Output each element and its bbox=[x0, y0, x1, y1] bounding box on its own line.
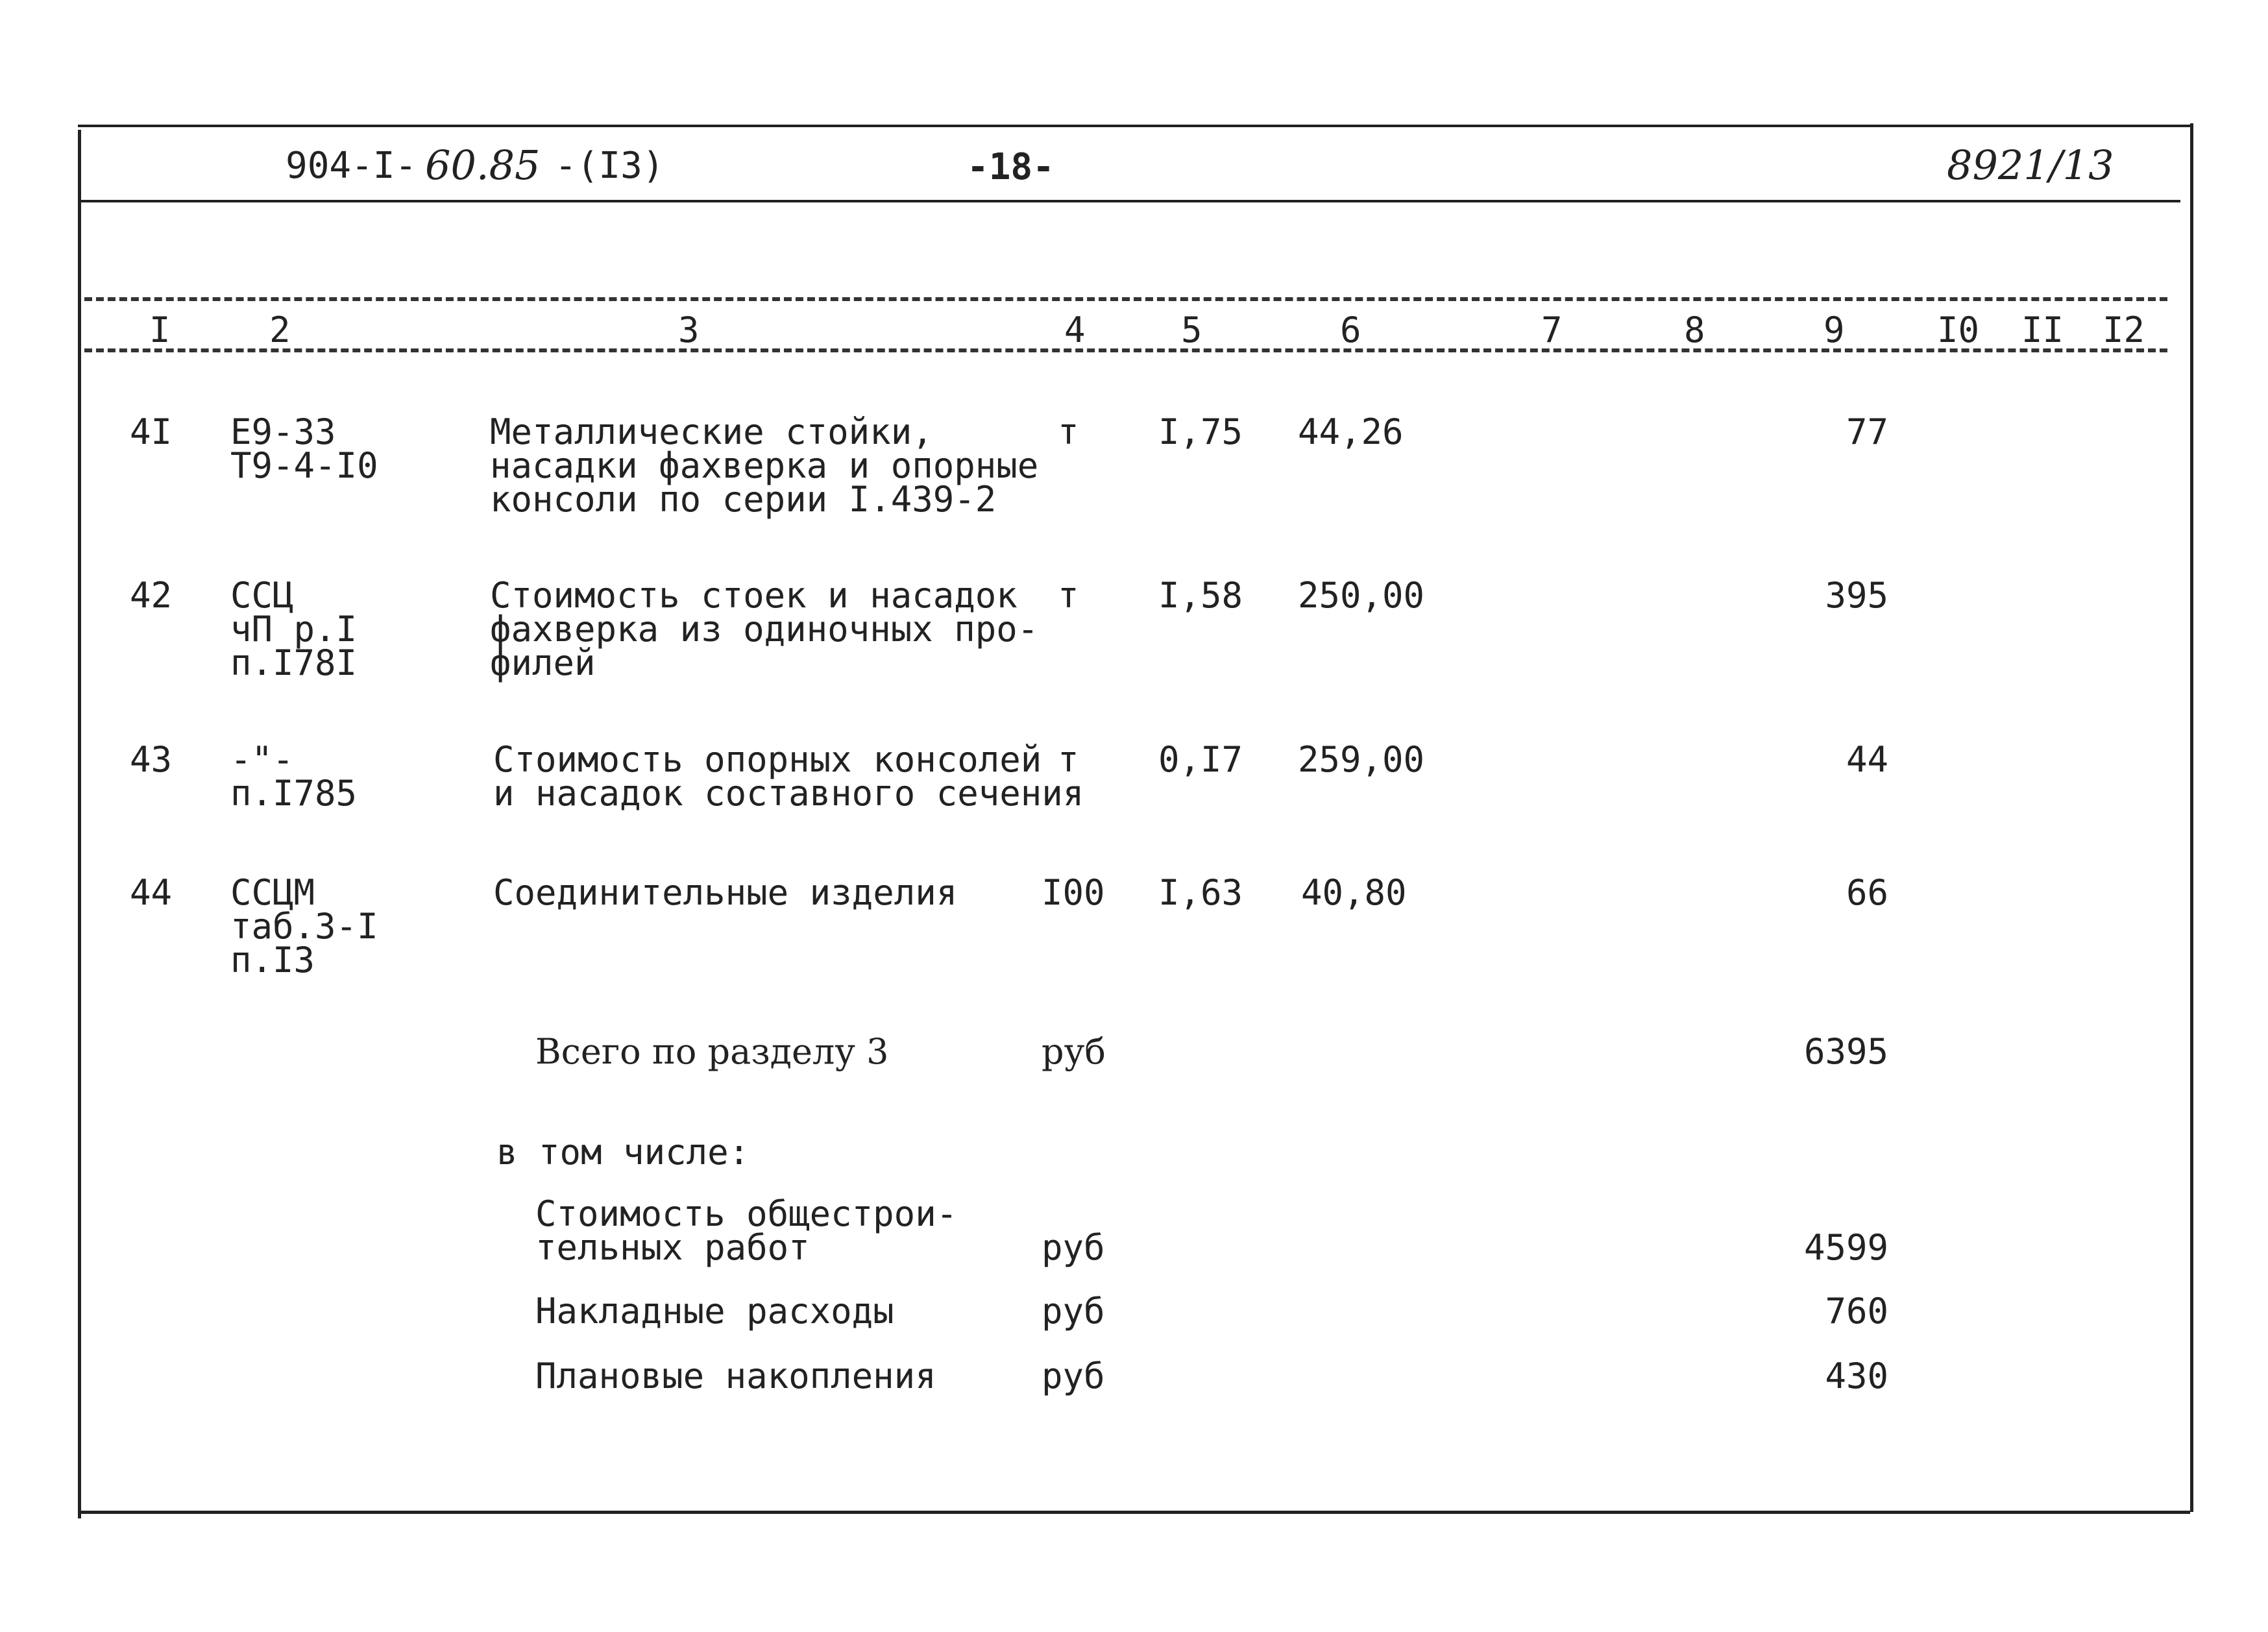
description-line: Стоимость опорных консолей bbox=[493, 739, 1042, 780]
column-number: I2 bbox=[2096, 313, 2151, 348]
page-number: -18- bbox=[967, 146, 1055, 188]
row-number: 42 bbox=[130, 575, 173, 616]
column-header-bottom-dash bbox=[84, 348, 2167, 352]
description-line: филей bbox=[490, 642, 596, 683]
description-line: Соединительные изделия bbox=[493, 872, 958, 913]
section-total-label: Всего по разделу 3 bbox=[535, 1031, 889, 1072]
description-line: и насадок составного сечения bbox=[493, 773, 1084, 814]
summary-item-value: 760 bbox=[1825, 1291, 1888, 1332]
quantity: I,58 bbox=[1158, 575, 1243, 616]
summary-item-unit: руб bbox=[1042, 1227, 1105, 1268]
including-label: в том числе: bbox=[496, 1132, 750, 1173]
quantity: I,63 bbox=[1158, 872, 1243, 913]
row-number: 44 bbox=[130, 872, 173, 913]
header-divider-line bbox=[78, 200, 2180, 202]
column-number: I0 bbox=[1931, 313, 1986, 348]
summary-item-value: 4599 bbox=[1803, 1227, 1888, 1268]
summary-item-label: Накладные расходы bbox=[535, 1291, 894, 1332]
column-number: 9 bbox=[1817, 313, 1851, 348]
norm-code-line: п.I3 bbox=[230, 940, 315, 980]
frame-right-border bbox=[2190, 123, 2193, 1512]
unit: т bbox=[1058, 739, 1079, 780]
column-number: 2 bbox=[263, 313, 297, 348]
unit: т bbox=[1058, 575, 1079, 616]
column-number: I bbox=[143, 313, 177, 348]
norm-code-line: ССЦМ bbox=[230, 872, 315, 913]
summary-item-unit: руб bbox=[1042, 1356, 1105, 1396]
doc-code-prefix: 904-I- bbox=[286, 145, 417, 187]
frame-bottom-line bbox=[81, 1511, 2190, 1514]
summary-item-unit: руб bbox=[1042, 1291, 1105, 1332]
frame-top-line bbox=[78, 125, 2192, 127]
norm-code-line: E9-33 bbox=[230, 411, 336, 452]
summary-item-label: Плановые накопления bbox=[535, 1356, 936, 1396]
section-total-unit: руб bbox=[1042, 1031, 1106, 1072]
unit: I00 bbox=[1042, 872, 1105, 913]
description-line: насадки фахверка и опорные bbox=[490, 445, 1039, 486]
norm-code-line: ССЦ bbox=[230, 575, 294, 616]
norm-code-line: чП р.I bbox=[230, 609, 358, 650]
section-total-value: 6395 bbox=[1803, 1031, 1888, 1072]
quantity: 0,I7 bbox=[1158, 739, 1243, 780]
frame-left-border bbox=[78, 130, 81, 1518]
sheet-reference: 8921/13 bbox=[1947, 141, 2114, 189]
norm-code-line: -"- bbox=[230, 739, 294, 780]
column-number: 4 bbox=[1058, 313, 1092, 348]
summary-item-value: 430 bbox=[1825, 1356, 1888, 1396]
row-number: 43 bbox=[130, 739, 173, 780]
doc-code-handwritten: 60.85 bbox=[425, 141, 541, 189]
column-number: 6 bbox=[1334, 313, 1368, 348]
summary-item-label: тельных работ bbox=[535, 1227, 810, 1268]
column-number: 8 bbox=[1677, 313, 1712, 348]
column-number: 5 bbox=[1175, 313, 1209, 348]
norm-code-line: таб.3-I bbox=[230, 906, 378, 947]
column-header-top-dash bbox=[84, 297, 2167, 301]
total-cost: 395 bbox=[1825, 575, 1888, 616]
total-cost: 44 bbox=[1846, 739, 1888, 780]
column-number: 3 bbox=[672, 313, 706, 348]
description-line: Металлические стойки, bbox=[490, 411, 933, 452]
norm-code-line: T9-4-I0 bbox=[230, 445, 378, 486]
quantity: I,75 bbox=[1158, 411, 1243, 452]
unit-price: 259,00 bbox=[1298, 739, 1425, 780]
unit-price: 40,80 bbox=[1301, 872, 1407, 913]
norm-code-line: п.I785 bbox=[230, 773, 358, 814]
total-cost: 66 bbox=[1846, 872, 1888, 913]
description-line: Стоимость стоек и насадок bbox=[490, 575, 1018, 616]
summary-item-label: Стоимость общестрои- bbox=[535, 1193, 958, 1234]
unit-price: 44,26 bbox=[1298, 411, 1404, 452]
norm-code-line: п.I78I bbox=[230, 642, 358, 683]
total-cost: 77 bbox=[1846, 411, 1888, 452]
unit-price: 250,00 bbox=[1298, 575, 1425, 616]
description-line: консоли по серии I.439-2 bbox=[490, 479, 997, 520]
unit: т bbox=[1058, 411, 1079, 452]
description-line: фахверка из одиночных про- bbox=[490, 609, 1039, 650]
column-number: II bbox=[2015, 313, 2070, 348]
row-number: 4I bbox=[130, 411, 173, 452]
doc-code-suffix: -(I3) bbox=[555, 145, 665, 187]
column-number: 7 bbox=[1535, 313, 1569, 348]
